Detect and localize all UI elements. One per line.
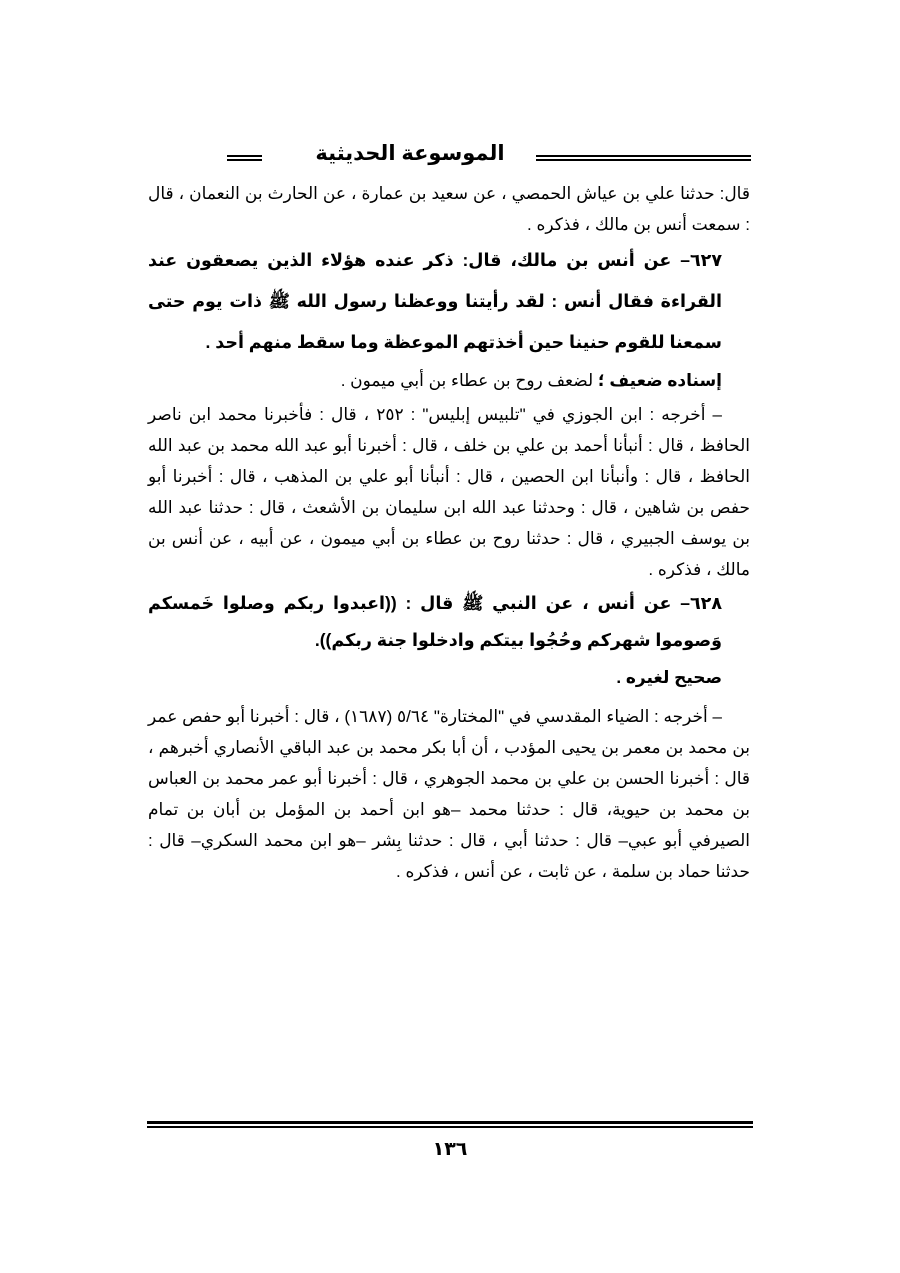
takhrij-paragraph-2: – أخرجه : الضياء المقدسي في "المختارة" ٥/٦٤ (١٦٨٧) ، قال : أخبرنا أبو حفص عمر بن محمد بن معمر بن يحيى المؤدب ، أن أبا بكر محمد بن عبد الباقي الأنصاري أخبرهم ، قال : أخبرنا الحسن بن علي بن محمد الجوهري ، قال : أخبرنا أبو عمر محمد بن العباس بن محمد بن حيوية، قال : حدثنا محمد –هو ابن أحمد بن المؤمل بن أبان بن تمام الصيرفي أبو عبي– قال : حدثنا أبي ، قال : حدثنا بِشر –هو ابن محمد السكري– قال : حدثنا حماد بن سلمة ، عن ثابت ، عن أنس ، فذكره . — [148, 707, 750, 881]
grade-paragraph — [148, 363, 750, 399]
header-rule-left — [227, 155, 262, 161]
page-body — [148, 178, 750, 887]
grade-label: إسناده ضعيف ؛ — [597, 371, 722, 390]
grade-sahih-lighairihi: صحيح لغيره . — [616, 668, 722, 687]
running-header — [147, 140, 753, 168]
header-title: الموسوعة الحديثية — [315, 142, 505, 165]
takhrij-paragraph-1: – أخرجه : ابن الجوزي في "تلبيس إبليس" : ٢٥٢ ، قال : فأخبرنا محمد ابن ناصر الحافظ ، قال : أنبأنا أحمد بن علي بن خلف ، قال : أخبرنا أبو عبد الله محمد بن عبد الله الحافظ ، قال : وأنبأنا ابن الحصين ، قال : أنبأنا أبو علي بن المذهب ، قال : أخبرنا أبو حفص بن شاهين ، قال : وحدثنا عبد الله ابن سليمان بن الأشعث ، قال : حدثنا عبد الله بن يوسف الجبيري ، قال : حدثنا روح بن عطاء بن أبي ميمون ، عن أبيه ، عن أنس بن مالك ، فذكره . — [148, 405, 750, 579]
hadith-627: ٦٢٧– عن أنس بن مالك، قال: ذكر عنده هؤلاء الذين يصعقون عند القراءة فقال أنس : لقد رأيتنا ووعظنا رسول الله ﷺ ذات يوم حتى سمعنا للقوم حنينا حين أخذتهم الموعظة وما سقط منهم أحد . — [148, 250, 722, 352]
paragraph-continuation: قال: حدثنا علي بن عياش الحمصي ، عن سعيد بن عمارة ، عن الحارث بن النعمان ، قال : سمعت أنس بن مالك ، فذكره . — [148, 184, 750, 234]
header-rule-right — [536, 155, 751, 161]
hadith-628: ٦٢٨– عن أنس ، عن النبي ﷺ قال : ((اعبدوا ربكم وصلوا خَمسكم وَصوموا شهركم وحُجُوا بيتكم وادخلوا جنة ربكم)). — [148, 593, 722, 650]
grade-reason: لضعف روح بن عطاء بن أبي ميمون . — [340, 371, 598, 390]
page-number: ١٣٦ — [432, 1139, 468, 1160]
footer-rule — [147, 1121, 753, 1128]
